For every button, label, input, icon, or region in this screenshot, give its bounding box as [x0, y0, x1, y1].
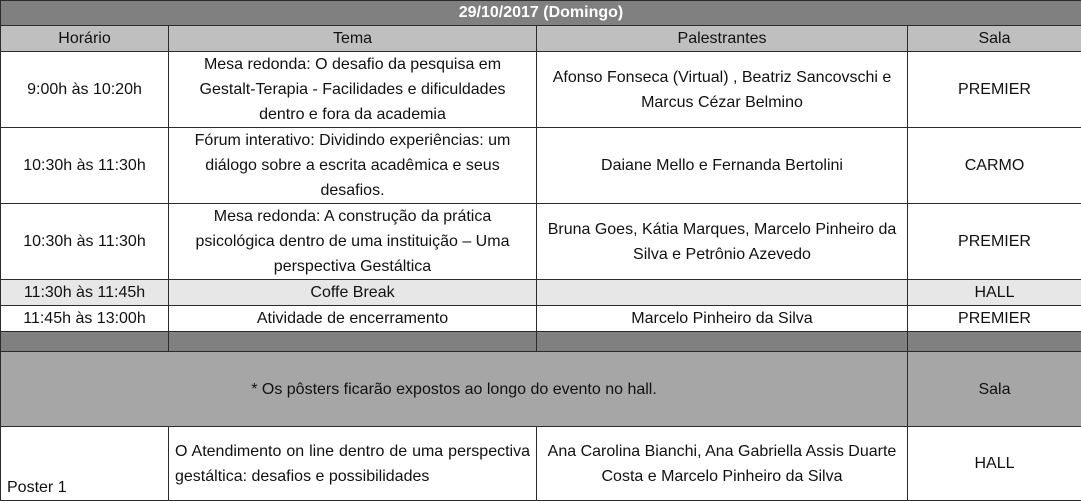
poster-row	[1, 427, 1081, 501]
date-header: 29/10/2017 (Domingo)	[1, 1, 1081, 26]
sala-cell: PREMIER	[908, 306, 1081, 332]
separator-cell	[908, 332, 1081, 352]
table-row	[1, 306, 1081, 332]
tema-cell: Mesa redonda: O desafio da pesquisa em Gestalt-Terapia - Facilidades e dificuldades dentro e fora da academia	[169, 52, 537, 128]
separator-cell	[1, 332, 169, 352]
poster-sala-header: Sala	[908, 352, 1081, 427]
palestrantes-cell	[537, 280, 908, 306]
palestrantes-cell: Afonso Fonseca (Virtual) , Beatriz Sancovschi e Marcus Cézar Belmino	[537, 52, 908, 128]
separator-row	[1, 332, 1081, 352]
poster-note-row	[1, 352, 1081, 427]
poster-autores: Ana Carolina Bianchi, Ana Gabriella Assis Duarte Costa e Marcelo Pinheiro da Silva	[537, 427, 908, 501]
column-header-sala: Sala	[908, 26, 1081, 52]
poster-note: * Os pôsters ficarão expostos ao longo do evento no hall.	[1, 352, 908, 427]
table-row	[1, 52, 1081, 128]
tema-cell: Fórum interativo: Dividindo experiências: um diálogo sobre a escrita acadêmica e seus desafios.	[169, 128, 537, 204]
table-row	[1, 204, 1081, 280]
poster-sala: HALL	[908, 427, 1081, 501]
palestrantes-cell: Bruna Goes, Kátia Marques, Marcelo Pinheiro da Silva e Petrônio Azevedo	[537, 204, 908, 280]
tema-cell: Coffe Break	[169, 280, 537, 306]
separator-cell	[537, 332, 908, 352]
sala-cell: PREMIER	[908, 52, 1081, 128]
palestrantes-cell: Marcelo Pinheiro da Silva	[537, 306, 908, 332]
poster-tema: O Atendimento on line dentro de uma perspectiva gestáltica: desafios e possibilidades	[169, 427, 537, 501]
column-header-row	[1, 26, 1081, 52]
sala-cell: CARMO	[908, 128, 1081, 204]
column-header-palestrantes: Palestrantes	[537, 26, 908, 52]
horario-cell: 10:30h às 11:30h	[1, 204, 169, 280]
table-row-coffee-break	[1, 280, 1081, 306]
horario-cell: 11:30h às 11:45h	[1, 280, 169, 306]
poster-label: Poster 1	[1, 427, 169, 501]
table-row	[1, 128, 1081, 204]
palestrantes-cell: Daiane Mello e Fernanda Bertolini	[537, 128, 908, 204]
horario-cell: 9:00h às 10:20h	[1, 52, 169, 128]
column-header-horario: Horário	[1, 26, 169, 52]
tema-cell: Atividade de encerramento	[169, 306, 537, 332]
separator-cell	[169, 332, 537, 352]
sala-cell: PREMIER	[908, 204, 1081, 280]
column-header-tema: Tema	[169, 26, 537, 52]
horario-cell: 11:45h às 13:00h	[1, 306, 169, 332]
date-header-row	[1, 1, 1081, 26]
horario-cell: 10:30h às 11:30h	[1, 128, 169, 204]
tema-cell: Mesa redonda: A construção da prática psicológica dentro de uma instituição – Uma perspectiva Gestáltica	[169, 204, 537, 280]
sala-cell: HALL	[908, 280, 1081, 306]
